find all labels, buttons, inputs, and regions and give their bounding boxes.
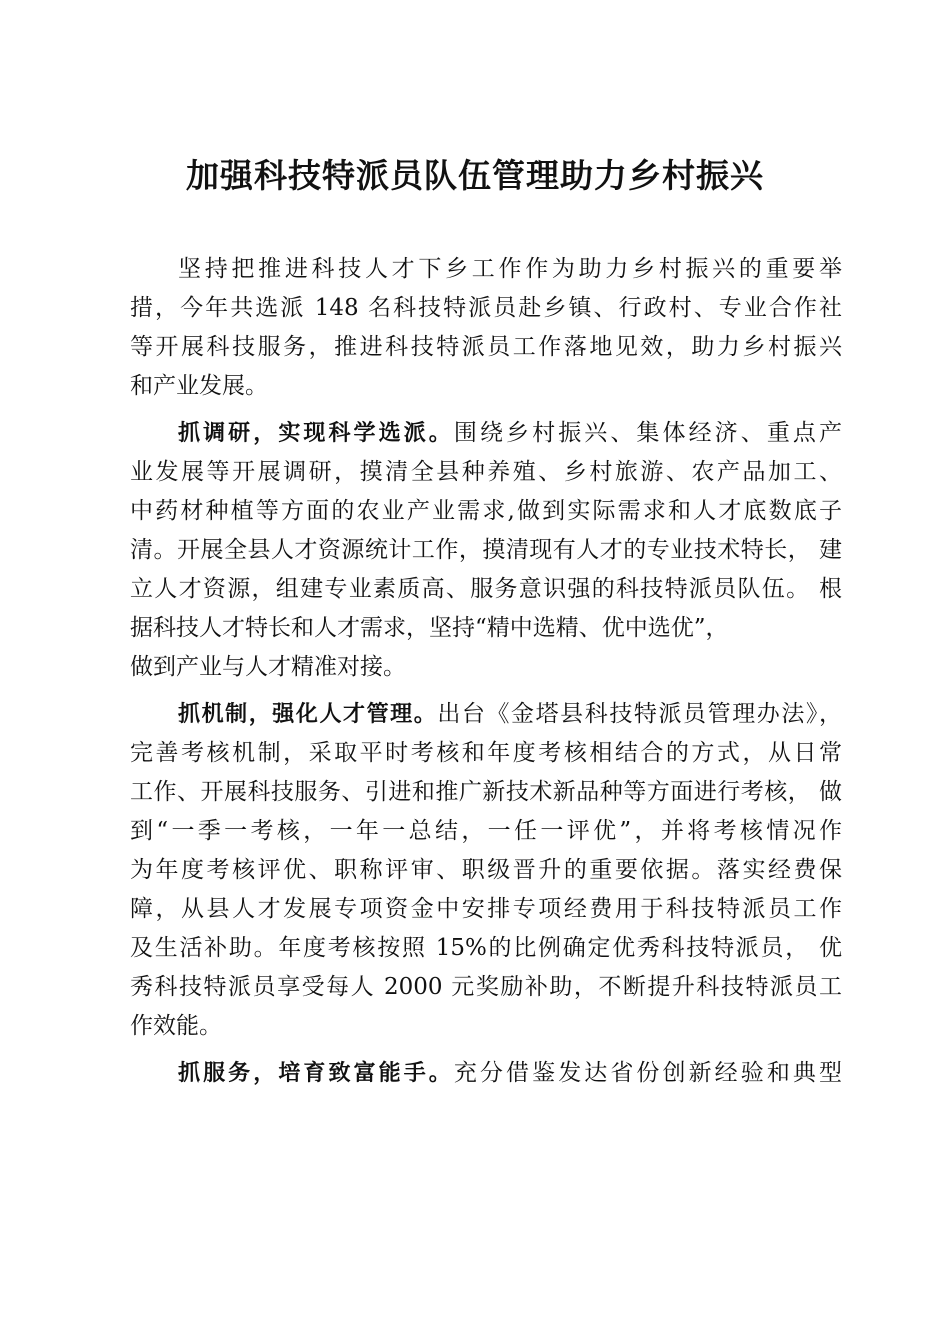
lead-continuation: 出台《金塔县科技特派员管理办法》， (437, 701, 842, 727)
text-line: 坚持把推进科技人才下乡工作作为助力乡村振兴的重要举 (178, 256, 842, 282)
lead-continuation: 围绕乡村振兴、集体经济、重点产 (453, 420, 842, 446)
document-title: 加强科技特派员队伍管理助力乡村振兴 (186, 156, 764, 195)
text-line: 为年度考核评优、职称评审、职级晋升的重要依据。落实经费保 (130, 857, 842, 883)
text-line: 中药材种植等方面的农业产业需求,做到实际需求和人才底数底子 (130, 498, 842, 524)
paragraph-research (130, 414, 842, 687)
paragraph-lead: 抓机制，强化人才管理。 (178, 702, 438, 727)
text-line (130, 1054, 842, 1093)
text-line: 等开展科技服务，推进科技特派员工作落地见效，助力乡村振兴 (130, 334, 842, 360)
lead-continuation: 充分借鉴发达省份创新经验和典型 (453, 1060, 842, 1086)
paragraph-lead: 抓服务，培育致富能手。 (178, 1061, 454, 1086)
text-line: 工作、开展科技服务、引进和推广新技术新品种等方面进行考核， 做 (130, 779, 842, 805)
text-line: 清。开展全县人才资源统计工作，摸清现有人才的专业技术特长， 建 (130, 537, 842, 563)
paragraph-service (130, 1054, 842, 1093)
text-line (130, 695, 842, 734)
text-line: 及生活补助。年度考核按照 15%的比例确定优秀科技特派员， 优 (130, 935, 842, 961)
paragraph-intro (130, 250, 842, 406)
text-line: 做到产业与人才精准对接。 (130, 654, 406, 680)
text-line: 业发展等开展调研，摸清全县种养殖、乡村旅游、农产品加工、 (130, 459, 842, 485)
text-line: 措，今年共选派 148 名科技特派员赴乡镇、行政村、专业合作社 (130, 295, 842, 321)
paragraph-lead: 抓调研，实现科学选派。 (178, 421, 454, 446)
text-line: 秀科技特派员享受每人 2000 元奖励补助，不断提升科技特派员工 (130, 974, 842, 1000)
paragraph-mechanism (130, 695, 842, 1046)
text-line: 和产业发展。 (130, 373, 268, 399)
text-line: 据科技人才特长和人才需求，坚持“精中选精、优中选优”， (130, 615, 729, 641)
text-line: 立人才资源，组建专业素质高、服务意识强的科技特派员队伍。 根 (130, 576, 842, 602)
text-line (130, 414, 842, 453)
document-body (130, 250, 842, 1093)
text-line: 障，从县人才发展专项资金中安排专项经费用于科技特派员工作 (130, 896, 842, 922)
text-line: 完善考核机制，采取平时考核和年度考核相结合的方式，从日常 (130, 740, 842, 766)
text-line: 作效能。 (130, 1013, 222, 1039)
text-line: 到“一季一考核，一年一总结，一任一评优”，并将考核情况作 (130, 818, 842, 844)
